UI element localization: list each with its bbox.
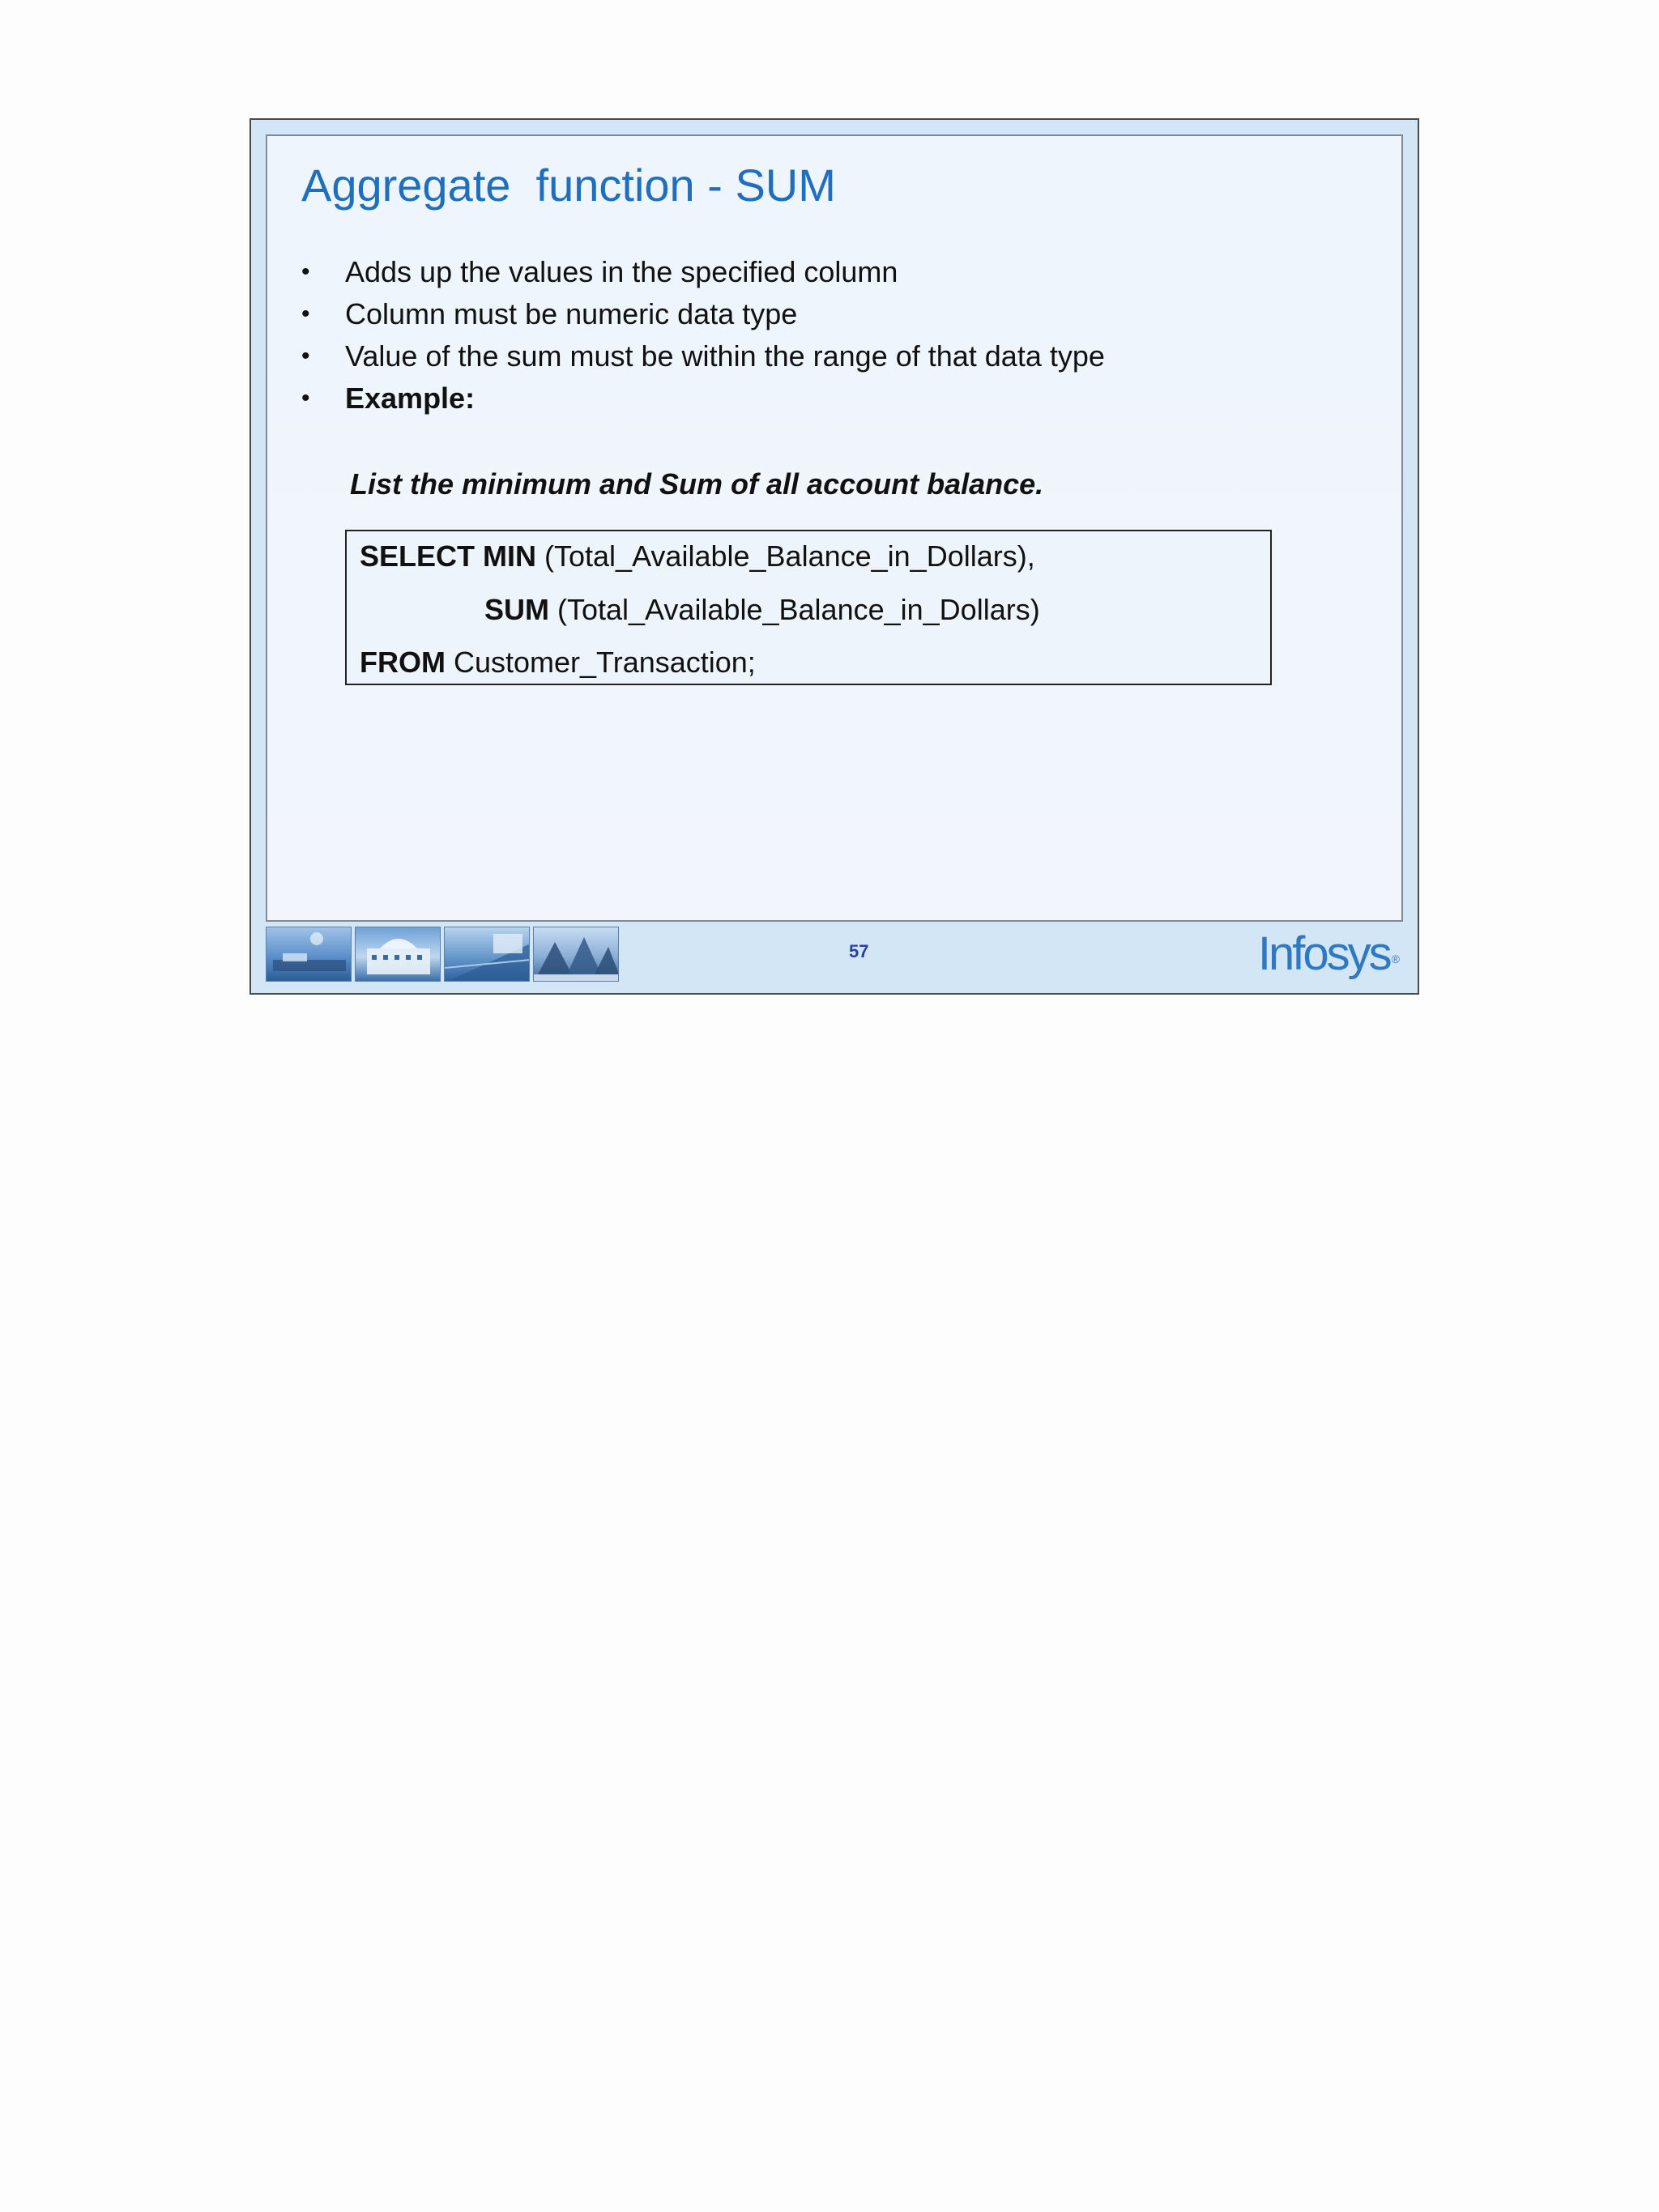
building-photo-icon: [355, 927, 441, 982]
sql-text: (Total_Available_Balance_in_Dollars),: [536, 539, 1035, 573]
sql-code-box: [345, 530, 1272, 685]
bullet-dot-icon: •: [301, 343, 310, 369]
sql-keyword: SUM: [484, 593, 549, 626]
registered-mark-icon: ®: [1391, 953, 1400, 965]
sql-keyword: FROM: [360, 646, 446, 679]
infosys-logo: [1258, 928, 1398, 980]
slide-frame: [249, 118, 1419, 995]
bullet-item: [301, 251, 1371, 293]
sql-keyword: SELECT MIN: [360, 539, 537, 573]
code-line-sum: [484, 590, 1040, 630]
bullet-dot-icon: •: [301, 300, 310, 327]
bullet-item: [301, 293, 1371, 335]
sql-text: Customer_Transaction;: [445, 646, 756, 679]
page-number: 57: [849, 941, 869, 961]
slide-title: Aggregate function - SUM: [301, 160, 836, 211]
bullet-dot-icon: •: [301, 385, 310, 411]
slide-content-panel: [266, 134, 1403, 922]
sql-text: (Total_Available_Balance_in_Dollars): [549, 593, 1040, 626]
bullet-text: Column must be numeric data type: [345, 297, 798, 330]
photo-strip: [266, 927, 622, 983]
bullet-dot-icon: •: [301, 258, 310, 285]
bullet-list: [301, 251, 1371, 420]
campus-photo-icon: [266, 927, 352, 982]
example-heading: List the minimum and Sum of all account balance.: [350, 467, 1044, 501]
code-line-from: [360, 642, 756, 683]
bullet-item: [301, 335, 1371, 377]
architecture-photo-icon: [533, 927, 619, 982]
logo-text: Infosys: [1257, 927, 1390, 980]
interior-photo-icon: [444, 927, 530, 982]
bullet-text: Value of the sum must be within the range of that data type: [345, 339, 1105, 373]
bullet-item-example: [301, 377, 1371, 420]
bullet-text: Adds up the values in the specified column: [345, 255, 898, 288]
code-line-select: [360, 536, 1035, 577]
slide-footer: [266, 923, 1403, 983]
bullet-text: Example:: [345, 381, 476, 415]
